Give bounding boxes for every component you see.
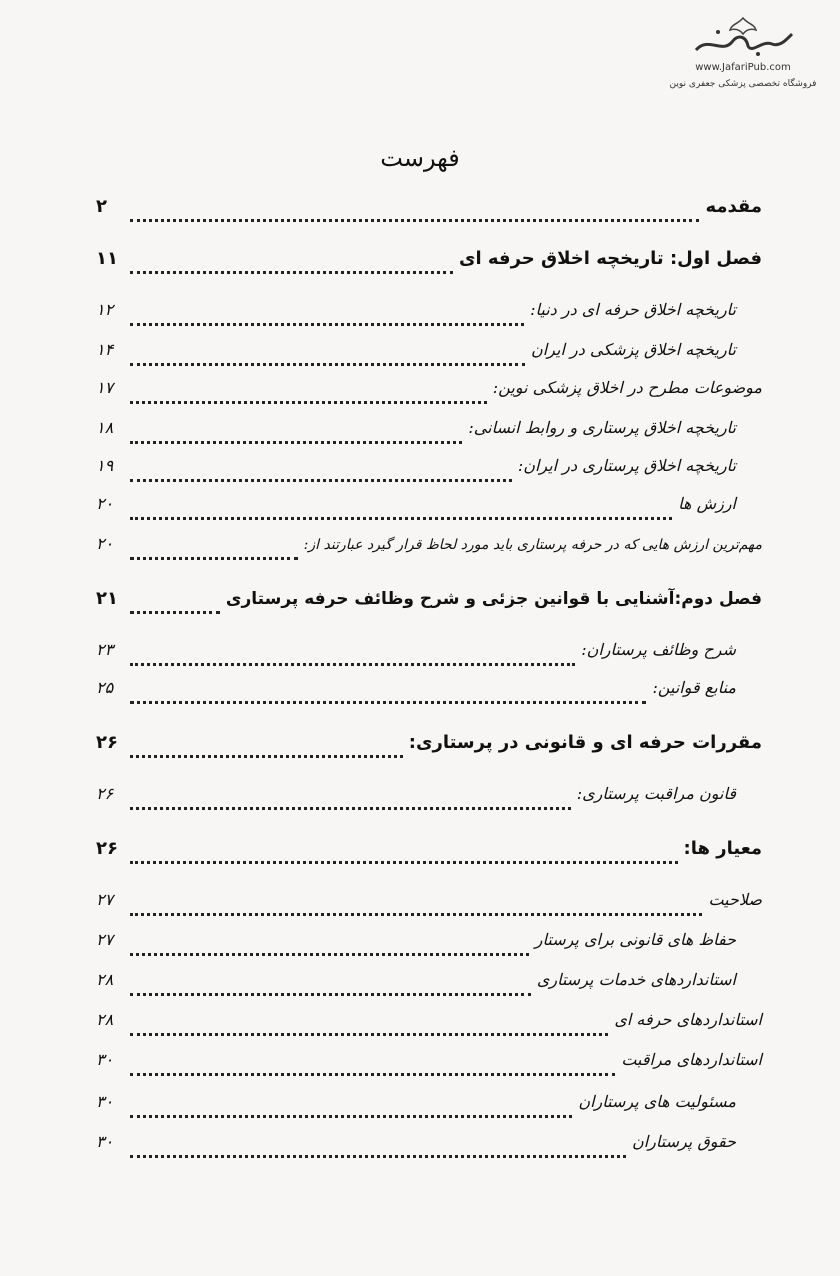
toc-leader-dots [130,1033,608,1036]
toc-entry-page: ۲۷ [96,930,114,949]
toc-entry [96,378,762,408]
toc-entry-page: ۲۶ [96,784,114,803]
toc-entry-page: ۲۰ [96,494,114,513]
toc-entry [96,838,762,868]
toc-entry-page: ۱۸ [96,418,114,437]
toc-entry-label: قانون مراقبت پرستاری: [576,784,736,803]
toc-leader-dots [130,1115,572,1118]
toc-entry [96,456,736,486]
page-title: فهرست [380,144,460,172]
toc-leader-dots [130,993,531,996]
toc-entry-label: تاریخچه اخلاق حرفه ای در دنیا: [530,300,736,319]
toc-entry [96,196,762,226]
toc-entry-page: ۱۹ [96,456,114,475]
toc-entry-page: ۲۸ [96,1010,114,1029]
toc-leader-dots [130,755,403,758]
toc-entry-page: ۲۵ [96,678,114,697]
toc-entry-label: استانداردهای مراقبت [621,1050,762,1069]
toc-leader-dots [130,701,646,704]
toc-entry [96,678,736,708]
toc-entry-page: ۲۶ [96,732,118,753]
toc-entry [96,340,736,370]
toc-entry [96,890,762,920]
toc-leader-dots [130,557,298,560]
toc-leader-dots [130,611,220,614]
toc-entry-page: ۲۸ [96,970,114,989]
toc-entry [96,300,736,330]
toc-entry-page: ۲۷ [96,890,114,909]
toc-entry [96,494,736,524]
toc-entry-page: ۲۳ [96,640,114,659]
toc-entry-label: ارزش ها [678,494,736,513]
toc-leader-dots [130,271,453,274]
toc-entry [96,640,736,670]
toc-entry [96,588,762,618]
toc-entry-page: ۲۱ [96,588,118,609]
toc-entry [96,1132,736,1162]
toc-entry-page: ۱۱ [96,248,118,269]
toc-entry-label: معیار ها: [683,838,762,859]
toc-entry-label: استانداردهای خدمات پرستاری [536,970,736,989]
toc-entry [96,930,736,960]
toc-entry-label: استانداردهای حرفه ای [614,1010,762,1029]
toc-entry-label: تاریخچه اخلاق پزشکی در ایران [530,340,736,359]
toc-entry-page: ۱۷ [96,378,114,397]
toc-entry-page: ۲ [96,196,107,217]
toc-entry-page: ۳۰ [96,1050,114,1069]
toc-leader-dots [130,401,487,404]
toc-entry-label: شرح وظائف پرستاران: [581,640,736,659]
toc-leader-dots [130,953,529,956]
toc-leader-dots [130,363,525,366]
toc-entry-label: حقوق پرستاران [631,1132,736,1151]
toc-entry-label: مقررات حرفه ای و قانونی در پرستاری: [408,732,762,753]
toc-entry-label: صلاحیت [708,890,762,909]
toc-leader-dots [130,807,571,810]
toc-entry [96,784,736,814]
toc-entry-label: تاریخچه اخلاق پرستاری و روابط انسانی: [468,418,736,437]
toc-entry [96,534,762,564]
toc-entry-page: ۱۴ [96,340,114,359]
toc-entry [96,418,736,448]
toc-leader-dots [130,663,575,666]
toc-leader-dots [130,479,512,482]
toc-leader-dots [130,517,672,520]
toc-entry-page: ۲۶ [96,838,118,859]
toc-leader-dots [130,441,462,444]
toc-leader-dots [130,861,678,864]
toc-entry [96,1010,762,1040]
publisher-shop-name: فروشگاه تخصصی پزشکی جعفری نوین [669,79,817,89]
toc-entry-label: فصل دوم:آشنایی با قوانین جزئی و شرح وظائف حرفه پرستاری [225,589,762,609]
toc-leader-dots [130,1073,615,1076]
toc-entry [96,1092,736,1122]
toc-entry-page: ۲۰ [96,534,114,553]
toc-leader-dots [130,219,699,222]
toc-entry-label: مهم‌ترین ارزش هایی که در حرفه پرستاری باید مورد لحاظ قرار گیرد عبارتند از: [303,537,762,553]
toc-entry-label: مسئولیت های پرستاران [578,1092,736,1111]
toc-entry-label: تاریخچه اخلاق پرستاری در ایران: [517,456,736,475]
toc-entry-label: مقدمه [705,196,762,217]
toc-entry-label: منابع قوانین: [652,678,736,697]
toc-entry-page: ۱۲ [96,300,114,319]
toc-entry-label: فصل اول: تاریخچه اخلاق حرفه ای [458,248,762,269]
toc-entry-page: ۳۰ [96,1132,114,1151]
toc-leader-dots [130,323,524,326]
toc-entry [96,970,736,1000]
publisher-url: www.JafariPub.com [695,62,791,73]
toc-leader-dots [130,913,702,916]
toc-leader-dots [130,1155,626,1158]
toc-entry [96,732,762,762]
toc-entry [96,1050,762,1080]
toc-entry-label: حفاظ های قانونی برای پرستار [534,930,736,949]
toc-entry-label: موضوعات مطرح در اخلاق پزشکی نوین: [492,378,762,397]
toc-entry-page: ۳۰ [96,1092,114,1111]
toc-entry [96,248,762,278]
